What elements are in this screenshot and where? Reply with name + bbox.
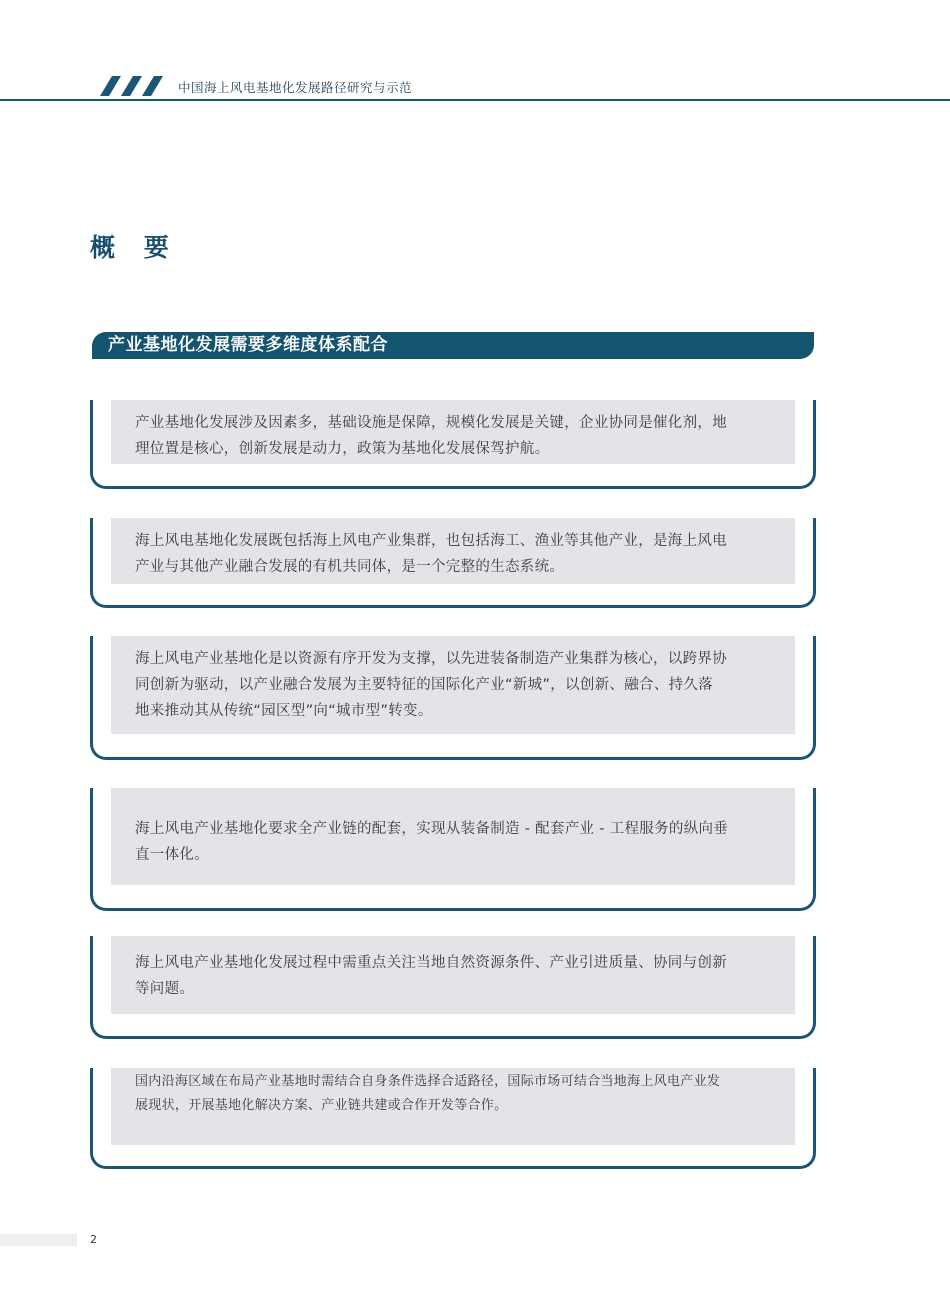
card-line: 海上风电产业基地化发展过程中需重点关注当地自然资源条件、产业引进质量、协同与创新 xyxy=(135,955,727,971)
summary-card-1-body xyxy=(111,400,795,464)
section-heading: 产业基地化发展需要多维度体系配合 xyxy=(108,335,388,355)
card-line: 理位置是核心，创新发展是动力，政策为基地化发展保驾护航。 xyxy=(135,441,550,457)
summary-card-4-body xyxy=(111,788,795,885)
summary-card-6-body xyxy=(111,1068,795,1145)
page-number: 2 xyxy=(90,1233,97,1246)
card-line: 海上风电产业基地化是以资源有序开发为支撑，以先进装备制造产业集群为核心，以跨界协 xyxy=(135,651,727,667)
card-line: 展现状，开展基地化解决方案、产业链共建或合作开发等合作。 xyxy=(135,1098,508,1113)
summary-card-4 xyxy=(90,788,816,911)
card-line: 产业基地化发展涉及因素多，基础设施是保障，规模化发展是关键，企业协同是催化剂，地 xyxy=(135,415,727,431)
running-header xyxy=(0,70,950,102)
card-line: 地来推动其从传统“园区型”向“城市型”转变。 xyxy=(135,703,433,719)
slash-stripes-icon xyxy=(90,76,166,96)
header-title: 中国海上风电基地化发展路径研究与示范 xyxy=(178,80,413,95)
card-line: 直一体化。 xyxy=(135,847,209,863)
card-line: 海上风电产业基地化要求全产业链的配套，实现从装备制造 - 配套产业 - 工程服务的纵向垂 xyxy=(135,821,729,837)
summary-card-2-body xyxy=(111,518,795,584)
card-line: 等问题。 xyxy=(135,981,195,997)
summary-card-5 xyxy=(90,936,816,1039)
footer-bar xyxy=(0,1234,77,1246)
summary-card-3-body xyxy=(111,636,795,734)
summary-card-6 xyxy=(90,1068,816,1169)
card-line: 同创新为驱动，以产业融合发展为主要特征的国际化产业“新城”，以创新、融合、持久落 xyxy=(135,677,714,693)
header-divider xyxy=(0,99,950,101)
summary-card-2 xyxy=(90,518,816,608)
card-line: 国内沿海区域在布局产业基地时需结合自身条件选择合适路径，国际市场可结合当地海上风电产业发 xyxy=(135,1074,721,1089)
summary-card-3 xyxy=(90,636,816,760)
summary-card-5-body xyxy=(111,936,795,1014)
card-line: 海上风电基地化发展既包括海上风电产业集群，也包括海工、渔业等其他产业，是海上风电 xyxy=(135,533,727,549)
card-line: 产业与其他产业融合发展的有机共同体，是一个完整的生态系统。 xyxy=(135,559,565,575)
section-banner xyxy=(92,332,814,359)
page-title: 概 要 xyxy=(90,233,179,262)
summary-card-1 xyxy=(90,400,816,489)
